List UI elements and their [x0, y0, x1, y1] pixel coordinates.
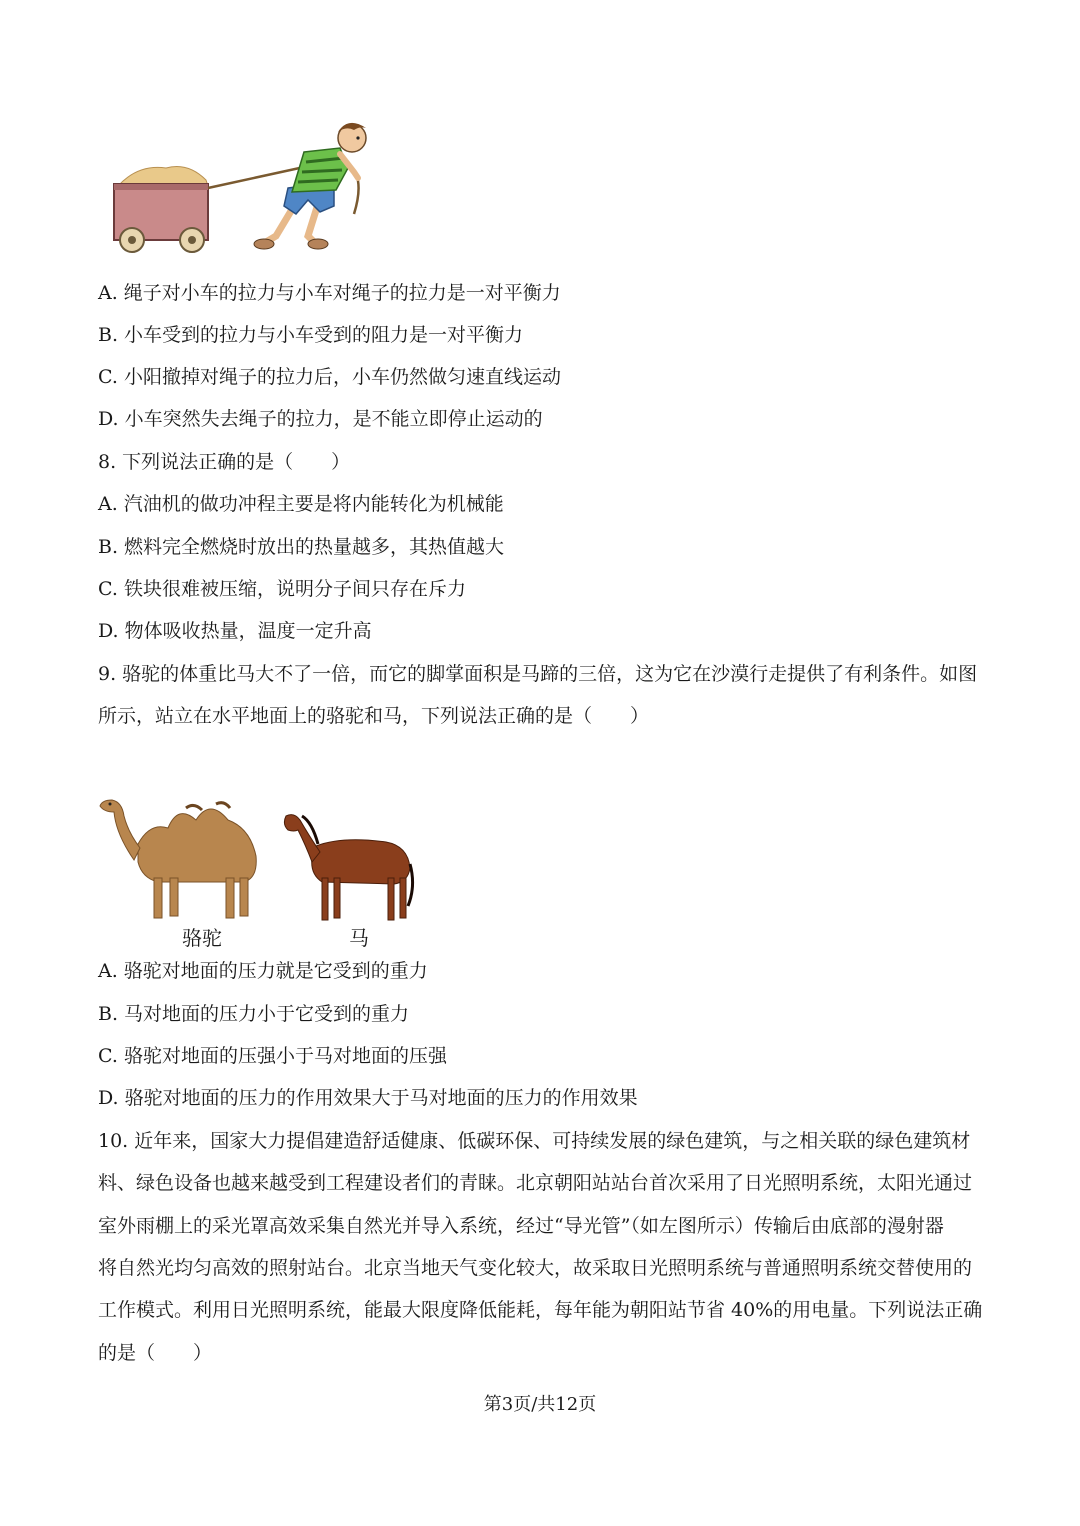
horse-image — [282, 806, 416, 924]
q7-option-a: A. 绳子对小车的拉力与小车对绳子的拉力是一对平衡力 — [98, 282, 561, 304]
q7-option-b: B. 小车受到的拉力与小车受到的阻力是一对平衡力 — [98, 324, 524, 346]
q9-option-a: A. 骆驼对地面的压力就是它受到的重力 — [98, 960, 428, 982]
q9-option-b: B. 马对地面的压力小于它受到的重力 — [98, 1003, 410, 1025]
q8-option-c: C. 铁块很难被压缩，说明分子间只存在斥力 — [98, 578, 466, 600]
q8-option-d: D. 物体吸收热量，温度一定升高 — [98, 620, 372, 642]
q9-stem-line-2: 所示，站立在水平地面上的骆驼和马，下列说法正确的是（ ） — [98, 705, 650, 727]
q8-stem: 8. 下列说法正确的是（ ） — [98, 451, 351, 473]
q10-stem-line-5: 工作模式。利用日光照明系统，能最大限度降低能耗，每年能为朝阳站节省 40%的用电量。下列说法正确 — [98, 1299, 983, 1321]
q10-stem-line-1: 10. 近年来，国家大力提倡建造舒适健康、低碳环保、可持续发展的绿色建筑，与之相关联的绿色建筑材 — [98, 1130, 971, 1152]
q10-stem-line-6: 的是（ ） — [98, 1342, 213, 1364]
boy-pulling-cart-figure — [108, 118, 388, 258]
q10-stem-line-2: 料、绿色设备也越来越受到工程建设者们的青睐。北京朝阳站站台首次采用了日光照明系统，太阳光通过 — [98, 1172, 973, 1194]
camel-image — [98, 782, 268, 924]
q8-option-a: A. 汽油机的做功冲程主要是将内能转化为机械能 — [98, 493, 504, 515]
q9-stem-line-1: 9. 骆驼的体重比马大不了一倍，而它的脚掌面积是马蹄的三倍，这为它在沙漠行走提供了有利条件。如图 — [98, 663, 978, 685]
q7-option-d: D. 小车突然失去绳子的拉力，是不能立即停止运动的 — [98, 408, 543, 430]
camel-caption: 骆驼 — [182, 926, 222, 950]
q9-option-d: D. 骆驼对地面的压力的作用效果大于马对地面的压力的作用效果 — [98, 1087, 638, 1109]
q7-option-c: C. 小阳撤掉对绳子的拉力后，小车仍然做匀速直线运动 — [98, 366, 561, 388]
q10-stem-line-3: 室外雨棚上的采光罩高效采集自然光并导入系统，经过“导光管”（如左图所示）传输后由底部的漫射器 — [98, 1215, 944, 1237]
page-footer: 第3页/共12页 — [483, 1394, 597, 1415]
horse-caption: 马 — [349, 926, 369, 950]
q8-option-b: B. 燃料完全燃烧时放出的热量越多，其热值越大 — [98, 536, 505, 558]
q9-option-c: C. 骆驼对地面的压强小于马对地面的压强 — [98, 1045, 447, 1067]
q10-stem-line-4: 将自然光均匀高效的照射站台。北京当地天气变化较大，故采取日光照明系统与普通照明系统交替使用的 — [98, 1257, 973, 1279]
